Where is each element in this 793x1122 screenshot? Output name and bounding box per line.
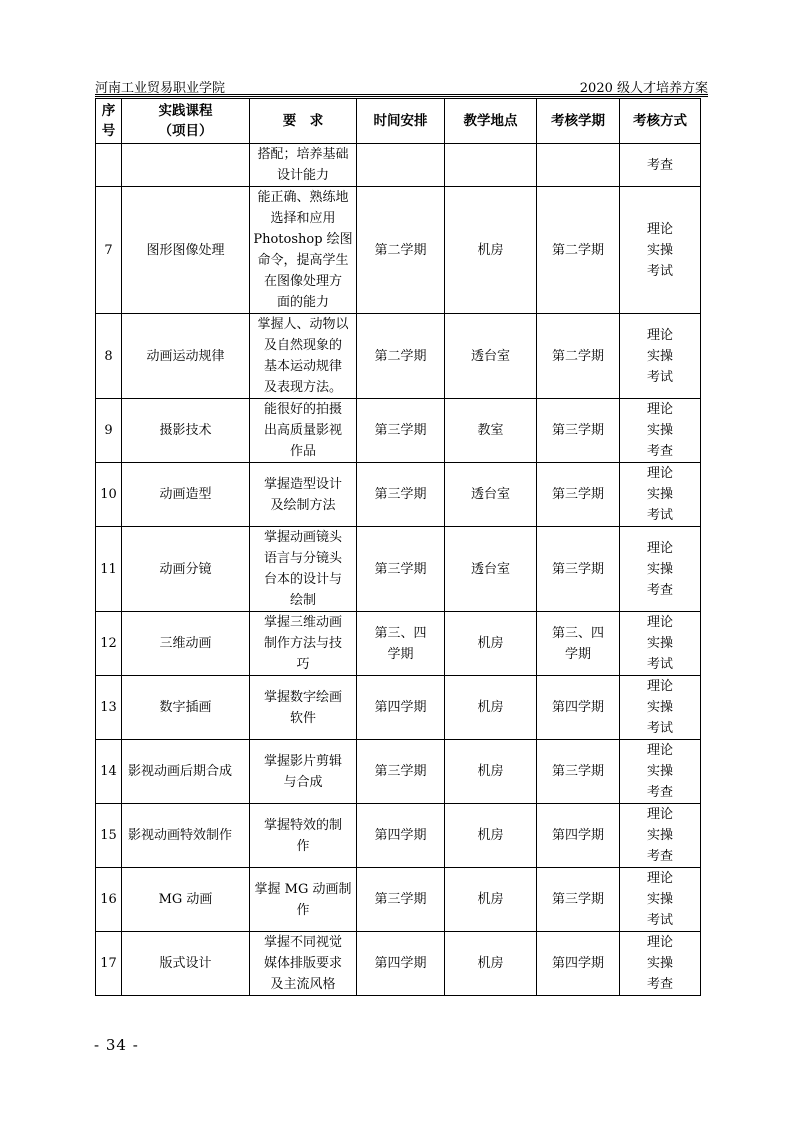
cell-method: 理论 实操 考查 xyxy=(620,399,701,463)
cell-method: 理论 实操 考查 xyxy=(620,932,701,996)
header-requirement: 要 求 xyxy=(250,99,357,144)
cell-place: 机房 xyxy=(445,868,537,932)
header-method: 考核方式 xyxy=(620,99,701,144)
cell-term: 第三学期 xyxy=(537,463,620,527)
page-number: - 34 - xyxy=(94,1036,139,1054)
cell-term: 第三学期 xyxy=(537,740,620,804)
cell-requirement: 掌握影片剪辑 与合成 xyxy=(250,740,357,804)
cell-no xyxy=(96,144,122,187)
cell-no: 15 xyxy=(96,804,122,868)
cell-time: 第三学期 xyxy=(357,868,445,932)
cell-method: 理论 实操 考查 xyxy=(620,740,701,804)
cell-method: 理论 实操 考试 xyxy=(620,314,701,399)
cell-method: 理论 实操 考试 xyxy=(620,868,701,932)
cell-place xyxy=(445,144,537,187)
cell-term: 第四学期 xyxy=(537,804,620,868)
cell-place: 透台室 xyxy=(445,314,537,399)
cell-course xyxy=(122,144,250,187)
cell-term: 第三学期 xyxy=(537,399,620,463)
page-header xyxy=(95,76,708,95)
cell-method: 理论 实操 考试 xyxy=(620,187,701,314)
cell-term: 第三学期 xyxy=(537,527,620,612)
cell-no: 16 xyxy=(96,868,122,932)
header-place: 教学地点 xyxy=(445,99,537,144)
cell-requirement: 掌握数字绘画 软件 xyxy=(250,676,357,740)
cell-course: 三维动画 xyxy=(122,612,250,676)
cell-course: 影视动画特效制作 xyxy=(122,804,250,868)
cell-method: 理论 实操 考查 xyxy=(620,527,701,612)
cell-no: 14 xyxy=(96,740,122,804)
cell-time: 第三、四学期 xyxy=(357,612,445,676)
cell-no: 11 xyxy=(96,527,122,612)
cell-time: 第三学期 xyxy=(357,399,445,463)
cell-time: 第四学期 xyxy=(357,932,445,996)
table-row xyxy=(96,932,701,996)
cell-place: 机房 xyxy=(445,932,537,996)
cell-no: 9 xyxy=(96,399,122,463)
cell-course: 摄影技术 xyxy=(122,399,250,463)
cell-course: 动画运动规律 xyxy=(122,314,250,399)
cell-course: 影视动画后期合成 xyxy=(122,740,250,804)
cell-no: 17 xyxy=(96,932,122,996)
table-header-row xyxy=(96,99,701,144)
cell-course: 动画造型 xyxy=(122,463,250,527)
cell-place: 机房 xyxy=(445,804,537,868)
cell-place: 机房 xyxy=(445,612,537,676)
table-row xyxy=(96,740,701,804)
table-row xyxy=(96,804,701,868)
cell-course: MG 动画 xyxy=(122,868,250,932)
cell-term: 第四学期 xyxy=(537,932,620,996)
cell-time: 第三学期 xyxy=(357,527,445,612)
header-no: 序 号 xyxy=(96,99,122,144)
header-school-name: 河南工业贸易职业学院 xyxy=(95,81,226,96)
header-term: 考核学期 xyxy=(537,99,620,144)
header-course: 实践课程 （项目） xyxy=(122,99,250,144)
cell-requirement: 掌握人、动物以 及自然现象的 基本运动规律 及表现方法。 xyxy=(250,314,357,399)
cell-time: 第三学期 xyxy=(357,463,445,527)
cell-requirement: 掌握造型设计 及绘制方法 xyxy=(250,463,357,527)
cell-time: 第四学期 xyxy=(357,676,445,740)
cell-term: 第二学期 xyxy=(537,314,620,399)
cell-place: 透台室 xyxy=(445,463,537,527)
cell-no: 13 xyxy=(96,676,122,740)
cell-requirement: 掌握 MG 动画制 作 xyxy=(250,868,357,932)
cell-requirement: 掌握不同视觉 媒体排版要求 及主流风格 xyxy=(250,932,357,996)
cell-no: 8 xyxy=(96,314,122,399)
header-rule xyxy=(95,96,708,97)
cell-place: 机房 xyxy=(445,187,537,314)
table-row xyxy=(96,868,701,932)
header-time: 时间安排 xyxy=(357,99,445,144)
cell-method: 理论 实操 考试 xyxy=(620,463,701,527)
cell-requirement: 掌握动画镜头 语言与分镜头 台本的设计与 绘制 xyxy=(250,527,357,612)
cell-method: 理论 实操 考试 xyxy=(620,612,701,676)
cell-term: 第四学期 xyxy=(537,676,620,740)
cell-term xyxy=(537,144,620,187)
header-doc-title: 2020 级人才培养方案 xyxy=(579,81,708,96)
table-row xyxy=(96,187,701,314)
table-row xyxy=(96,314,701,399)
cell-method: 理论 实操 考查 xyxy=(620,804,701,868)
cell-time: 第二学期 xyxy=(357,187,445,314)
cell-term: 第二学期 xyxy=(537,187,620,314)
cell-no: 12 xyxy=(96,612,122,676)
cell-time: 第二学期 xyxy=(357,314,445,399)
practice-course-table xyxy=(95,98,701,996)
cell-term: 第三、四学期 xyxy=(537,612,620,676)
cell-course: 版式设计 xyxy=(122,932,250,996)
table-row xyxy=(96,527,701,612)
cell-course: 动画分镜 xyxy=(122,527,250,612)
cell-no: 7 xyxy=(96,187,122,314)
table-row xyxy=(96,612,701,676)
cell-time: 第四学期 xyxy=(357,804,445,868)
cell-requirement: 掌握特效的制 作 xyxy=(250,804,357,868)
cell-term: 第三学期 xyxy=(537,868,620,932)
table-row xyxy=(96,676,701,740)
table-row xyxy=(96,399,701,463)
cell-course: 图形图像处理 xyxy=(122,187,250,314)
cell-place: 机房 xyxy=(445,740,537,804)
cell-method: 考查 xyxy=(620,144,701,187)
cell-requirement: 掌握三维动画 制作方法与技 巧 xyxy=(250,612,357,676)
table-row xyxy=(96,463,701,527)
table-row xyxy=(96,144,701,187)
cell-requirement: 能正确、熟练地 选择和应用 Photoshop 绘图 命令，提高学生 在图像处理方 面的能力 xyxy=(250,187,357,314)
cell-place: 透台室 xyxy=(445,527,537,612)
cell-time xyxy=(357,144,445,187)
cell-place: 机房 xyxy=(445,676,537,740)
cell-requirement: 搭配；培养基础 设计能力 xyxy=(250,144,357,187)
cell-place: 教室 xyxy=(445,399,537,463)
cell-method: 理论 实操 考试 xyxy=(620,676,701,740)
cell-course: 数字插画 xyxy=(122,676,250,740)
cell-time: 第三学期 xyxy=(357,740,445,804)
cell-requirement: 能很好的拍摄 出高质量影视 作品 xyxy=(250,399,357,463)
cell-no: 10 xyxy=(96,463,122,527)
